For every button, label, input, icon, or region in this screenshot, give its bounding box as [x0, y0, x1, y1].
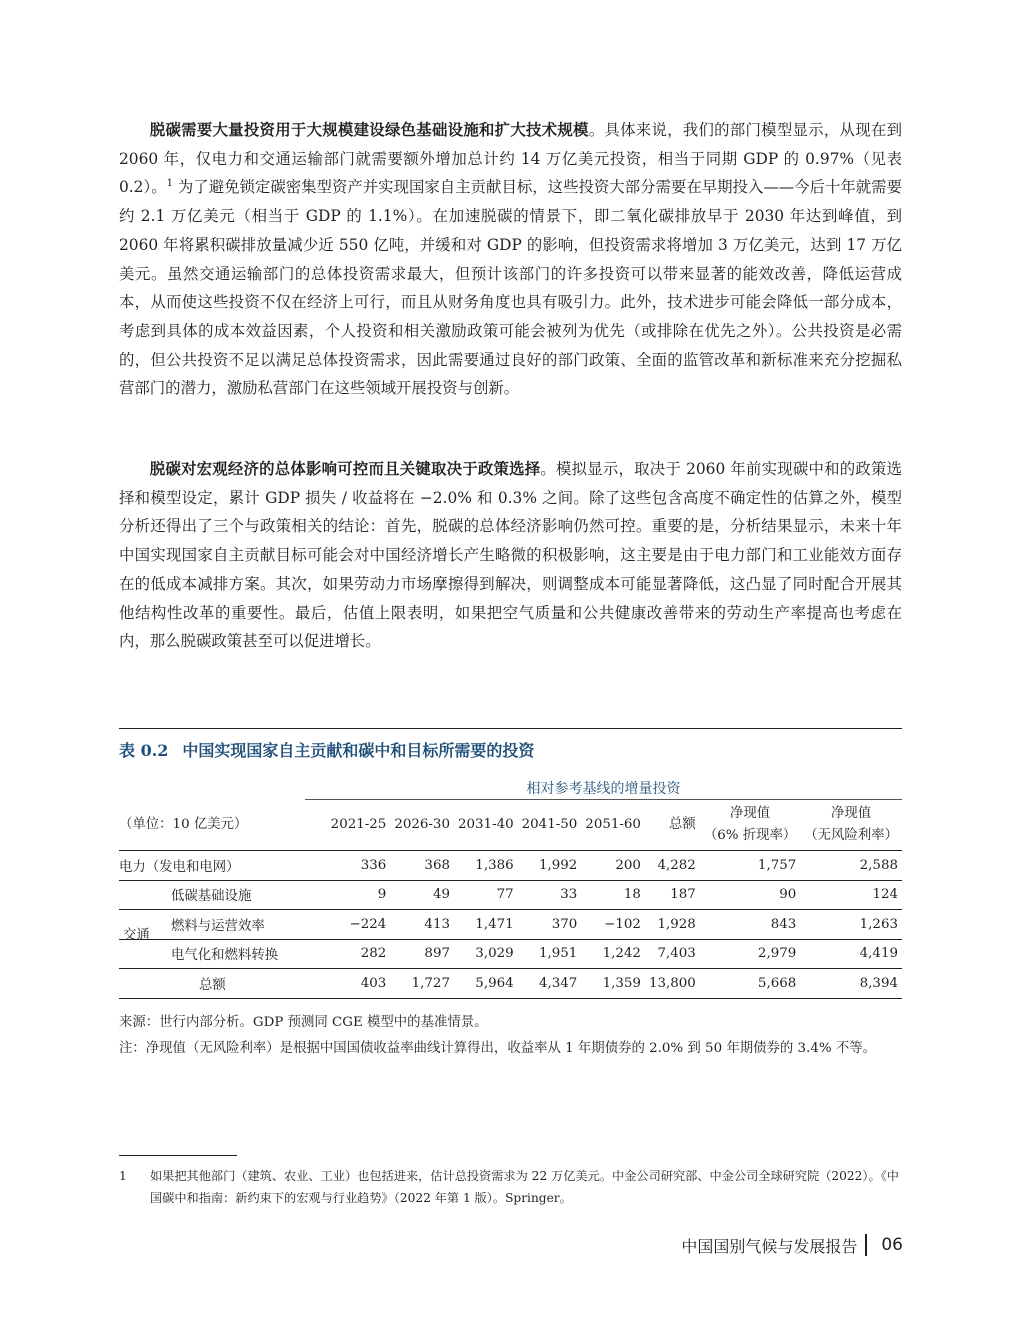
- table-row-transport-efficiency: [119, 910, 902, 940]
- cell-value: 4,347: [518, 969, 582, 999]
- cell-value: 200: [581, 851, 645, 881]
- paragraph-text: 。具体来说，我们的部门模型显示，从现在到 2060 年，仅电力和交通运输部门就需要额外增加总计约 14 万亿美元投资，相当于同期 GDP 的 0.97%（见表 0.2）。: [119, 121, 902, 197]
- cell-value: 18: [581, 880, 645, 910]
- transport-group-label: 交通: [123, 927, 150, 943]
- cell-value: 3,029: [454, 939, 518, 969]
- header-unit: （单位：10 亿美元）: [119, 800, 327, 851]
- header-total: 总额: [645, 800, 700, 851]
- cell-value: 187: [645, 880, 700, 910]
- footnote-text: 如果把其他部门（建筑、农业、工业）也包括进来，估计总投资需求为 22 万亿美元。中金公司研究部、中金公司全球研究院（2022）。《中国碳中和指南：新约束下的宏观与行业趋势》（2022 年第 1 版）。Springer。: [150, 1169, 899, 1205]
- table-row-transport-infrastructure: [119, 880, 902, 910]
- row-label-text: 低碳基础设施: [171, 889, 252, 905]
- cell-value: 8,394: [800, 969, 902, 999]
- footnote: [119, 1165, 902, 1209]
- header-period: 2031-40: [454, 800, 518, 851]
- cell-value: 77: [454, 880, 518, 910]
- header-period: 2026-30: [390, 800, 454, 851]
- cell-value: 413: [390, 910, 454, 940]
- cell-value: 5,964: [454, 969, 518, 999]
- cell-value: 336: [327, 851, 391, 881]
- table-row-transport-electrification: [119, 939, 902, 969]
- page-number: 06: [881, 1235, 903, 1255]
- cell-value: 282: [327, 939, 391, 969]
- cell-value: 1,263: [800, 910, 902, 940]
- footer-divider: [865, 1234, 867, 1256]
- table-source-note: 来源：世行内部分析。GDP 预测同 CGE 模型中的基准情景。: [119, 1015, 488, 1030]
- cell-value: 2,588: [800, 851, 902, 881]
- table-row-total: [119, 969, 902, 999]
- cell-value: 49: [390, 880, 454, 910]
- paragraph-investment-needs: [119, 116, 902, 403]
- cell-value: 1,757: [700, 851, 800, 881]
- cell-value: 4,419: [800, 939, 902, 969]
- cell-value: 897: [390, 939, 454, 969]
- footnote-reference[interactable]: 1: [166, 178, 173, 190]
- cell-value: 1,471: [454, 910, 518, 940]
- cell-value: 1,992: [518, 851, 582, 881]
- cell-value: 124: [800, 880, 902, 910]
- header-period: 2051-60: [581, 800, 645, 851]
- header-npv-line1: 净现值: [831, 806, 872, 821]
- header-period: 2021-25: [327, 800, 391, 851]
- cell-value: −102: [581, 910, 645, 940]
- paragraph-macro-impact: [119, 455, 902, 656]
- paragraph-text-continued: 为了避免锁定碳密集型资产并实现国家自主贡献目标，这些投资大部分需要在早期投入——今后十年就需要约 2.1 万亿美元（相当于 GDP 的 1.1%）。在加速脱碳的情景下，即二氧化碳排放早于 2030 年达到峰值，到 2060 年将累积碳排放量减少近 550 亿吨，并缓和对 GDP 的影响，但投资需求将增加 3 万亿美元，达到 17 万亿美元。虽然交通运输部门的总体投资需求最大，但预计该部门的许多投资可以带来显著的能效改善，降低运营成本，从而使这些投资不仅在经济上可行，而且从财务角度也具有吸引力。此外，技术进步可能会降低一部分成本，考虑到具体的成本效益因素，个人投资和相关激励政策可能会被列为优先（或排除在优先之外）。公共投资是必需的，但公共投资不足以满足总体投资需求，因此需要通过良好的部门政策、全面的监管改革和新标准来充分挖掘私营部门的潜力，激励私营部门在这些领域开展投资与创新。: [119, 178, 902, 398]
- report-title: 中国国别气候与发展报告: [681, 1236, 858, 1256]
- cell-value: −224: [327, 910, 391, 940]
- cell-value: 4,282: [645, 851, 700, 881]
- header-npv-discount: [700, 800, 800, 851]
- row-label: 电气化和燃料转换: [119, 939, 327, 969]
- cell-value: 1,727: [390, 969, 454, 999]
- cell-value: 1,951: [518, 939, 582, 969]
- cell-value: 33: [518, 880, 582, 910]
- header-npv-line1: 净现值: [729, 806, 771, 821]
- cell-value: 843: [700, 910, 800, 940]
- paragraph-lead: 脱碳需要大量投资用于大规模建设绿色基础设施和扩大技术规模: [149, 121, 589, 139]
- cell-value: 403: [327, 969, 391, 999]
- cell-value: 2,979: [700, 939, 800, 969]
- table-title: 中国实现国家自主贡献和碳中和目标所需要的投资: [182, 741, 535, 760]
- header-npv-line2: （6% 折现率）: [703, 828, 797, 843]
- cell-value: 1,242: [581, 939, 645, 969]
- table-header-row: [119, 800, 902, 851]
- investment-table: [119, 800, 902, 999]
- header-npv-riskfree: [800, 800, 902, 851]
- table-subtitle: 相对参考基线的增量投资: [526, 781, 681, 797]
- cell-value: 1,359: [581, 969, 645, 999]
- header-period: 2041-50: [518, 800, 582, 851]
- paragraph-lead: 脱碳对宏观经济的总体影响可控而且关键取决于政策选择: [149, 460, 541, 478]
- cell-value: 5,668: [700, 969, 800, 999]
- cell-value: 9: [327, 880, 391, 910]
- cell-value: 1,386: [454, 851, 518, 881]
- cell-value: 7,403: [645, 939, 700, 969]
- row-label: 电力（发电和电网）: [119, 851, 327, 881]
- cell-value: 370: [518, 910, 582, 940]
- cell-value: 1,928: [645, 910, 700, 940]
- table-caption: [119, 738, 534, 761]
- row-label: 总额: [119, 969, 327, 999]
- cell-value: 368: [390, 851, 454, 881]
- footnote-rule: [119, 1155, 237, 1156]
- paragraph-text: 。模拟显示，取决于 2060 年前实现碳中和的政策选择和模型设定，累计 GDP 损失 / 收益将在 −2.0% 和 0.3% 之间。除了这些包含高度不确定性的估算之外，模型分析还得出了三个与政策相关的结论：首先，脱碳的总体经济影响仍然可控。重要的是，分析结果显示，未来十年中国实现国家自主贡献目标可能会对中国经济增长产生略微的积极影响，这主要是由于电力部门和工业能效方面存在的低成本减排方案。其次，如果劳动力市场摩擦得到解决，则调整成本可能显著降低，这凸显了同时配合开展其他结构性改革的重要性。最后，估值上限表明，如果把空气质量和公共健康改善带来的劳动生产率提高也考虑在内，那么脱碳政策甚至可以促进增长。: [119, 460, 902, 651]
- table-row-power: [119, 851, 902, 881]
- page-footer: [681, 1232, 903, 1258]
- table-number: 表 0.2: [119, 741, 169, 760]
- cell-value: 13,800: [645, 969, 700, 999]
- footnote-number: 1: [119, 1169, 127, 1183]
- row-label: 燃料与运营效率: [119, 910, 327, 940]
- cell-value: 90: [700, 880, 800, 910]
- header-npv-line2: （无风险利率）: [804, 828, 898, 843]
- table-top-rule: [119, 728, 902, 729]
- table-remark-note: 注：净现值（无风险利率）是根据中国国债收益率曲线计算得出，收益率从 1 年期债券的 2.0% 到 50 年期债券的 3.4% 不等。: [119, 1041, 877, 1056]
